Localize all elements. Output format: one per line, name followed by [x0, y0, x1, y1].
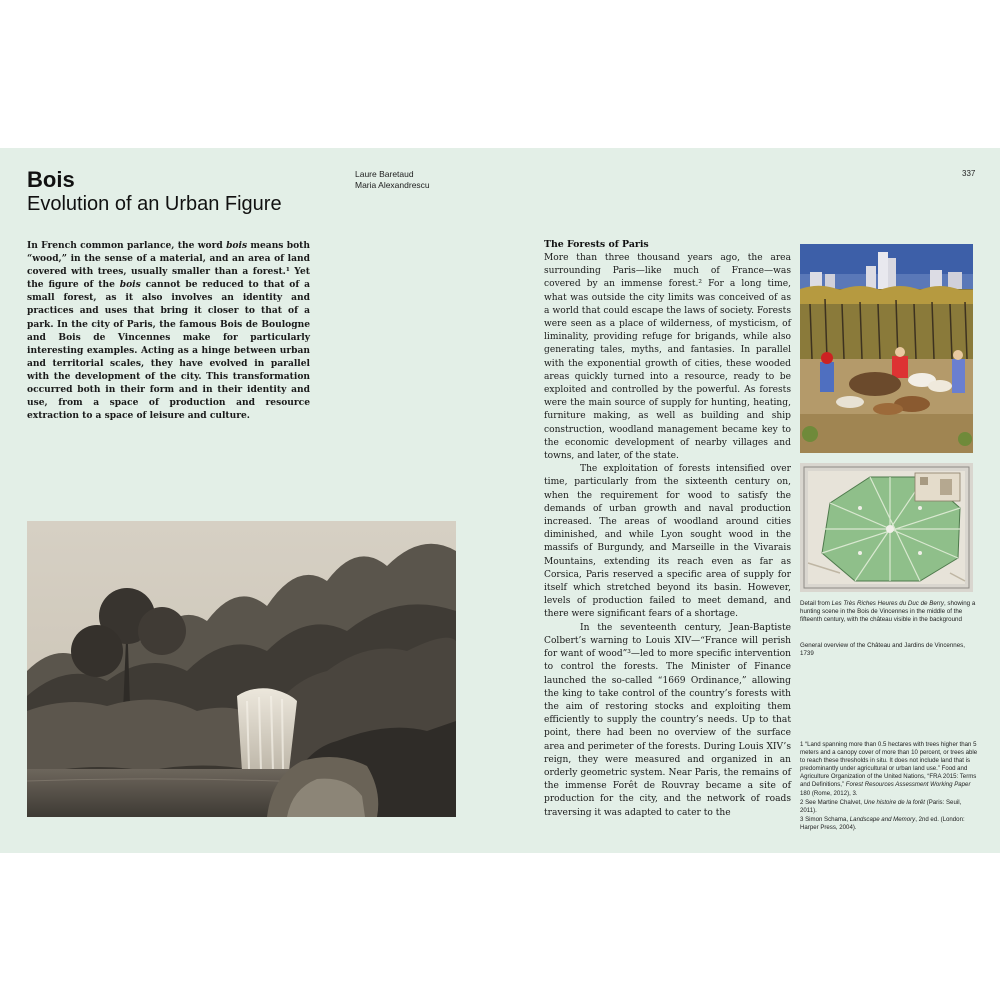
- section-heading: The Forests of Paris: [544, 239, 649, 250]
- footnote: 2 See Martine Chalvet, Une histoire de la forêt (Paris: Seuil, 2011).: [800, 798, 962, 814]
- hunting-scene-illustration: [800, 244, 973, 453]
- author-name: Maria Alexandrescu: [355, 180, 430, 190]
- figure-caption: Detail from Les Très Riches Heures du Duc de Berry, showing a hunting scene in the Bois de Vincennes in the middle of the fifteenth century, with the château visible in the background: [800, 600, 976, 624]
- page-number: 337: [962, 169, 976, 178]
- body-paragraph: In the seventeenth century, Jean-Baptiste Colbert’s warning to Louis XIV—“France will perish for want of wood”³—led to more specific intervention to control the forests. The Minister of Finance launched the so-called “1669 Ordinance,” allowing the king to take control of the country’s forests with the aim of restoring stocks and exploiting them efficiently to supply the country’s needs. Up to that point, there had been no overview of the surface area and perimeter of the forests. During Louis XIV’s reign, they were measured and organized in an orderly geometric system. Near Paris, the remains of the immense Forêt de Rouvray became a site of production for the city, and the network of roads traversing it was adapted to cater to the: [544, 622, 791, 818]
- vincennes-plan-map: [800, 463, 973, 592]
- footnotes: [800, 741, 978, 833]
- author-name: Laure Baretaud: [355, 169, 414, 179]
- figure-caption: General overview of the Château and Jardins de Vincennes, 1739: [800, 642, 965, 658]
- authors: [355, 169, 430, 191]
- intro-paragraph: In French common parlance, the word bois means both “wood,” in the sense of a material, and an area of land covered with trees, usually smaller than a forest.¹ Yet the figure of the bois cannot be reduced to that of a small forest, as it also involves an identity and practices and uses that bring it closer to that of a park. In the city of Paris, the famous Bois de Boulogne and Bois de Vincennes make for particularly interesting examples. Acting as a hinge between urban and territorial scales, they have evolved in parallel with the development of the city. This transformation occurred both in their form and in their identity and use, from a space of production and resource extraction to a space of leisure and culture.: [27, 240, 311, 422]
- footnote: 3 Simon Schama, Landscape and Memory, 2nd ed. (London: Harper Press, 2004).: [800, 815, 965, 831]
- section-body: [544, 252, 791, 820]
- chapter-title: Bois: [27, 167, 75, 192]
- chapter-subtitle: Evolution of an Urban Figure: [27, 193, 282, 215]
- waterfall-photograph: [27, 521, 456, 817]
- body-paragraph: The exploitation of forests intensified over time, particularly from the sixteenth century on, when the requirement for wood to satisfy the demands of urban growth and naval production increased. The areas of woodland around cities diminished, and while Lyon sought wood in the massifs of Burgundy, and Marseille in the Vivarais Mountains, extending its reach even as far as Corsica, Paris reserved a specific area of supply for itself which stretched beyond its basin. However, levels of production failed to meet demand, and there were significant fears of a shortage.: [544, 464, 791, 620]
- footnote: 1 “Land spanning more than 0.5 hectares with trees higher than 5 meters and a canopy cover of more than 10 percent, or trees able to reach these thresholds in situ. It does not include land that is predominantly under agricultural or urban land use.” Food and Agriculture Organization of the United Nations, “FRA 2015: Terms and Definitions,” Forest Resources Assessment Working Paper 180 (Rome, 2012), 3.: [800, 741, 978, 797]
- body-paragraph: More than three thousand years ago, the area surrounding Paris—like much of France—was covered by an immense forest.² For a long time, what was outside the city limits was conceived of as a world that could escape the laws of society. Forests were seen as a place of wilderness, of mysticism, of liminality, providing refuge for brigands, while also generating tales, myths, and fantasies. In parallel with the exponential growth of cities, these wooded areas quickly turned into a resource, ready to be exploited and controlled by the powerful. As forests were the main source of supply for hunting, heating, furniture making, as well as building and ship construction, woodland management became key to the economic development of nearby villages and towns, and later, of the state.: [544, 253, 791, 462]
